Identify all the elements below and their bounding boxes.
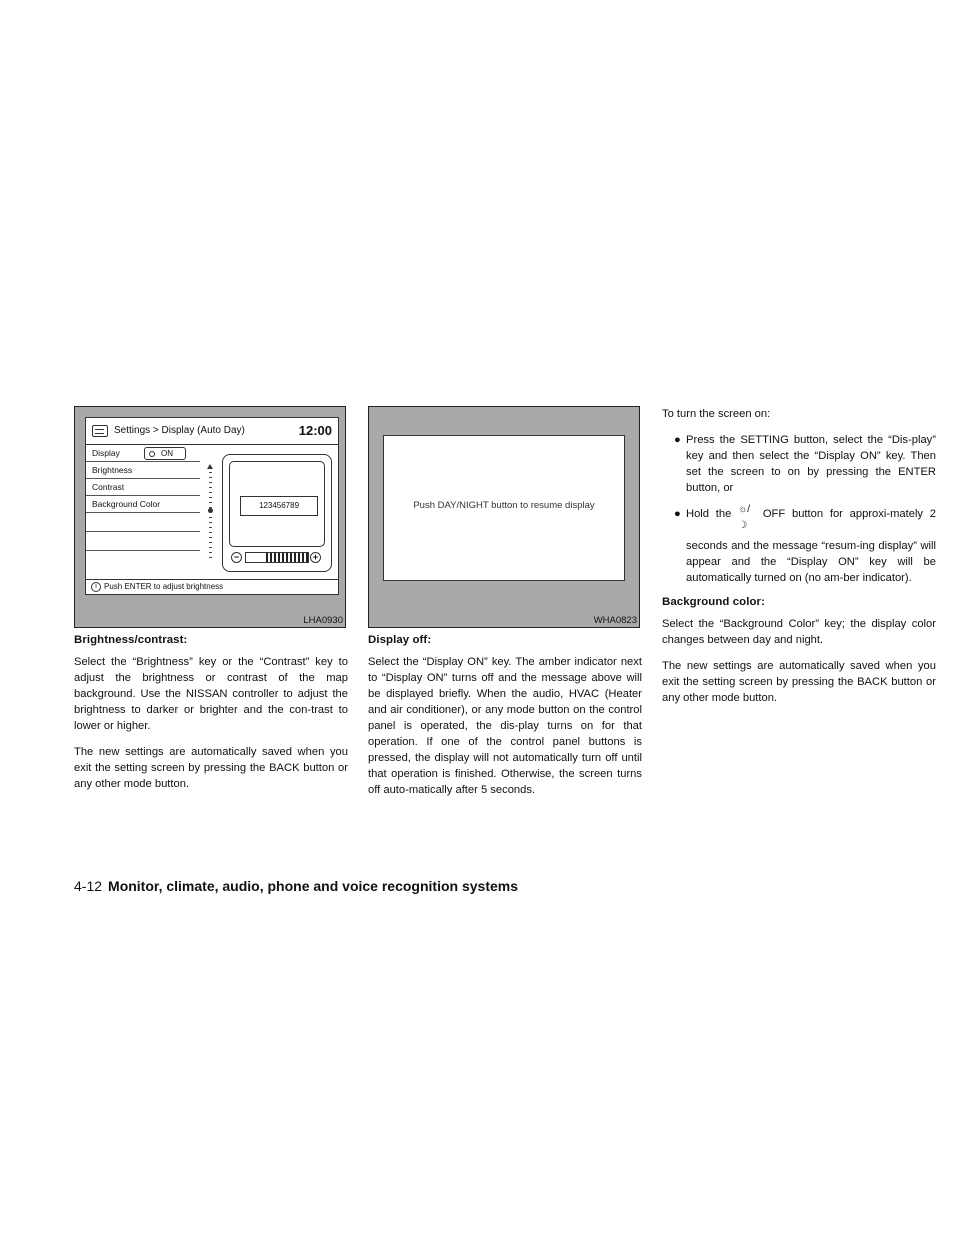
monitor-screen [229,461,325,547]
brightness-slider[interactable] [206,470,216,560]
slider-tick [209,487,212,488]
section-heading: Background color: [662,596,765,608]
page-footer [74,878,518,894]
slider-tick [209,497,212,498]
section-heading: Brightness/contrast: [74,634,188,646]
toggle-label: ON [161,449,173,458]
menu-item-contrast[interactable] [86,479,200,496]
slider-tick [209,502,212,503]
display-off-figure [368,406,640,628]
column-display-off [368,406,642,808]
indicator-icon [149,451,155,457]
menu-item-label: Display [92,448,120,458]
column-brightness-contrast [74,406,348,802]
bullet-icon: ● [674,508,681,520]
list-item [662,432,936,496]
settings-screen [85,417,339,595]
bullet-icon: ● [674,434,681,446]
plus-icon[interactable]: + [310,552,321,563]
menu-item-label: Background Color [92,499,161,509]
screen-footer [86,579,338,594]
settings-display-figure [74,406,346,628]
slider-tick [209,522,212,523]
paragraph: The new settings are automatically saved when you exit the setting screen by pressing the BACK button or any other mode button. [662,660,936,704]
page-number: 4-12 [74,878,103,894]
menu-item-brightness[interactable] [86,462,200,479]
screen-header [86,418,338,445]
blank-screen [383,435,625,581]
slider-tick [209,492,212,493]
menu-item-label: Brightness [92,465,133,475]
bullet-text: OFF button for approxi-mately 2 seconds and the message “resum-ing display” will appear and the “Display ON” key will be automatically turned on (no am-ber indicator). [686,508,937,584]
slider-tick [209,527,212,528]
slider-tick [209,482,212,483]
menu-item-display[interactable] [86,445,200,462]
monitor-preview [222,454,332,572]
slider-tick [209,557,212,558]
minus-icon[interactable]: − [231,552,242,563]
level-scale [245,552,309,563]
paragraph: The new settings are automatically saved when you exit the setting screen by pressing the BACK button or any other mode button. [74,746,348,790]
list-item [662,506,936,586]
bullet-list [662,432,936,586]
paragraph: Select the “Brightness” key or the “Contrast” key to adjust the brightness or contrast of the map background. Use the NISSAN controller to adjust the brightness to darker or brighter and the con-trast to lower or higher. [74,656,348,732]
column-screen-on [662,406,936,716]
slider-tick [209,507,212,508]
screen-title: Settings > Display (Auto Day) [114,425,245,436]
slider-tick [209,532,212,533]
day-night-icon: ☼/☽ [738,504,751,531]
paragraph: Select the “Background Color” key; the display color changes between day and night. [662,618,936,646]
section-title: Monitor, climate, audio, phone and voice recognition systems [108,878,518,894]
screen-clock: 12:00 [298,423,332,438]
figure-code: LHA0930 [303,615,343,626]
menu-item-label: Contrast [92,482,125,492]
slider-tick [209,517,212,518]
slider-tick [209,537,212,538]
section-heading: Display off: [368,634,432,646]
menu-item-empty [86,513,200,532]
slider-tick [209,477,212,478]
menu-item-background-color[interactable] [86,496,200,513]
info-icon: i [91,582,101,592]
slider-tick [209,547,212,548]
settings-menu [86,445,200,551]
display-on-toggle[interactable] [144,447,186,460]
menu-item-empty [86,532,200,551]
figure-code: WHA0823 [593,615,637,626]
slider-tick [209,512,212,513]
adjust-bar[interactable] [229,551,323,563]
paragraph: Select the “Display ON” key. The amber indicator next to “Display ON” turns off and the message above will be displayed briefly. When the audio, HVAC (Heater and air conditioner), or any mode button on the control panel is operated, the dis-play turns on for that operation. If one of the control panel buttons is pressed, the display will not automatically turn off until that operation is finished. Otherwise, the screen turns off auto-matically after 5 seconds. [368,656,642,796]
paragraph: To turn the screen on: [662,408,771,420]
bullet-text: Press the SETTING button, select the “Dis-play” key and then select the “Display ON” key. Then set the screen to on by pressing the ENTER button, or [686,434,936,494]
monitor-value: 123456789 [240,496,318,516]
bullet-prefix: Hold the [686,508,732,520]
footer-hint: Push ENTER to adjust brightness [104,582,224,591]
settings-icon [92,425,108,437]
slider-tick [209,552,212,553]
up-arrow-icon [207,464,213,469]
slider-tick [209,542,212,543]
slider-tick [209,472,212,473]
resume-message: Push DAY/NIGHT button to resume display [413,500,595,511]
